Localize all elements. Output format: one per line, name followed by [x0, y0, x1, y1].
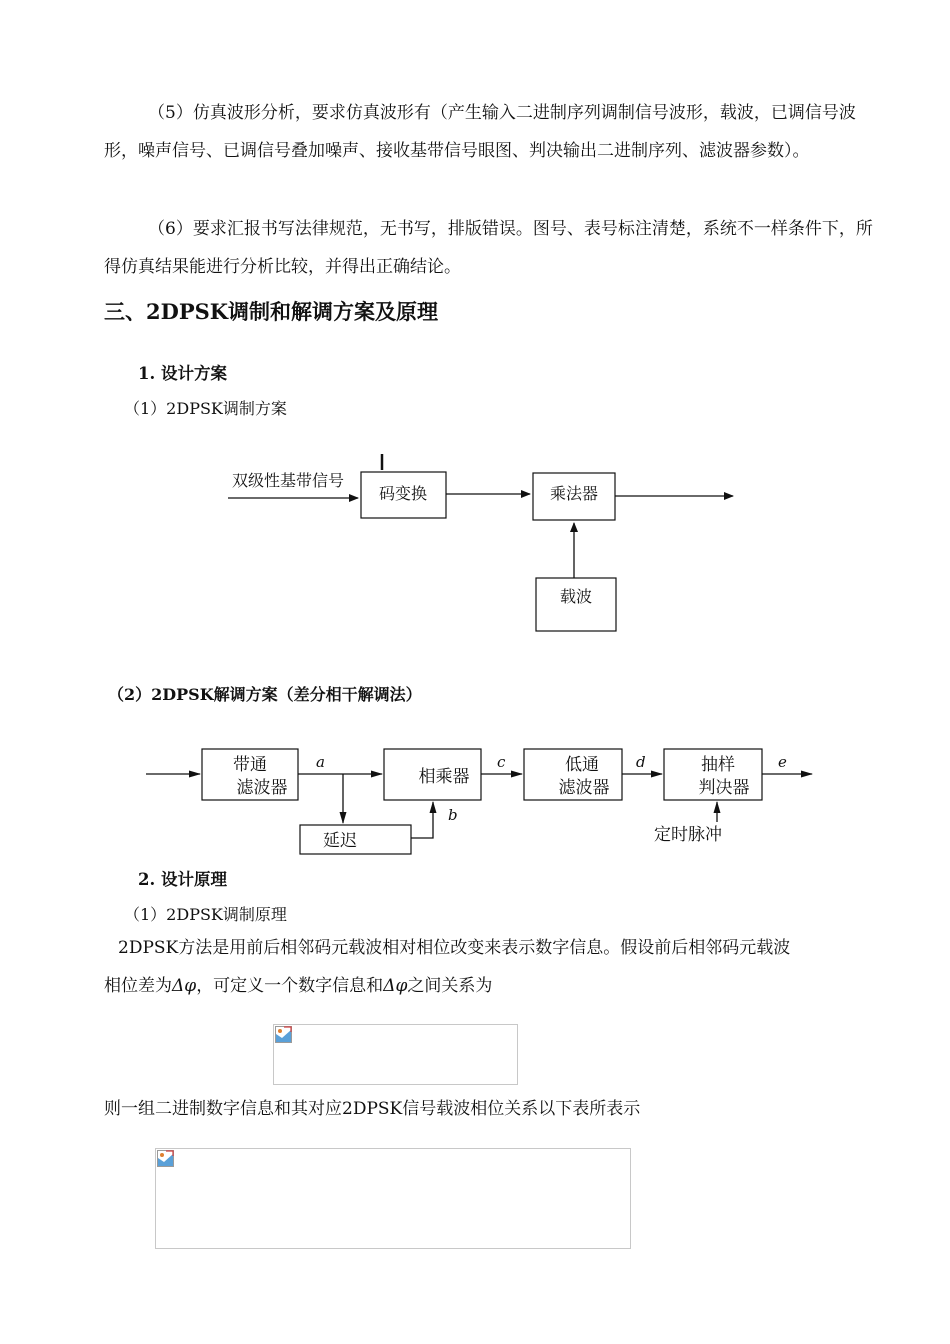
signal-c-label: c — [497, 753, 506, 771]
paragraph-6: （6）要求汇报书写法律规范，无书写，排版错误。图号、表号标注清楚，系统不一样条件下，所得仿真结果能进行分析比较，并得出正确结论。 — [104, 219, 873, 277]
design-scheme-heading: 1. 设计方案 — [138, 364, 227, 383]
body-text-c: 之间关系为 — [407, 976, 493, 996]
section-title: 三、2DPSK调制和解调方案及原理 — [104, 299, 439, 324]
bpf-label-1: 带通 — [233, 755, 267, 775]
signal-a-label: a — [316, 753, 325, 771]
multiplier-label: 乘法器 — [549, 484, 599, 503]
delay-to-mult-arrow — [411, 802, 433, 838]
signal-d-label: d — [636, 753, 646, 771]
table-intro: 则一组二进制数字信息和其对应2DPSK信号载波相位关系以下表所表示 — [104, 1099, 641, 1119]
broken-image-icon — [275, 1026, 292, 1043]
code-converter-label: 码变换 — [378, 484, 428, 503]
lpf-label-1: 低通 — [565, 755, 599, 775]
principle-body-line1: 2DPSK方法是用前后相邻码元载波相对相位改变来表示数字信息。假设前后相邻码元载波 — [118, 938, 791, 958]
design-principle-heading: 2. 设计原理 — [138, 870, 227, 889]
signal-e-label: e — [778, 753, 787, 771]
delay-label: 延迟 — [323, 831, 357, 851]
signal-b-label: b — [448, 806, 458, 824]
clock-label: 定时脉冲 — [654, 825, 722, 845]
input-signal-label: 双级性基带信号 — [232, 471, 345, 490]
demod-multiplier-label: 相乘器 — [418, 767, 470, 787]
broken-image-icon — [157, 1150, 174, 1167]
decider-label-2: 判决器 — [698, 778, 750, 798]
paragraph-5: （5）仿真波形分析，要求仿真波形有（产生输入二进制序列调制信号波形，载波，已调信号波形，噪声信号、已调信号叠加噪声、接收基带信号眼图、判决输出二进制序列、滤波器参数）。 — [104, 103, 856, 161]
phase-table-image — [155, 1148, 631, 1249]
lpf-label-2: 滤波器 — [558, 778, 610, 798]
delta-phi-symbol: Δφ — [383, 976, 408, 996]
mod-principle-label: （1）2DPSK调制原理 — [124, 905, 287, 924]
body-text-b: ，可定义一个数字信息和 — [196, 976, 384, 996]
bpf-label-2: 滤波器 — [236, 778, 288, 798]
decider-label-1: 抽样 — [701, 755, 735, 775]
body-text-a: 相位差为 — [104, 976, 172, 996]
formula-image — [273, 1024, 518, 1085]
carrier-label: 载波 — [559, 587, 593, 606]
delta-phi-symbol: Δφ — [172, 976, 197, 996]
mod-scheme-label: （1）2DPSK调制方案 — [124, 399, 287, 418]
principle-body-line2 — [104, 967, 874, 1005]
demod-scheme-label: （2）2DPSK解调方案（差分相干解调法） — [108, 685, 422, 704]
